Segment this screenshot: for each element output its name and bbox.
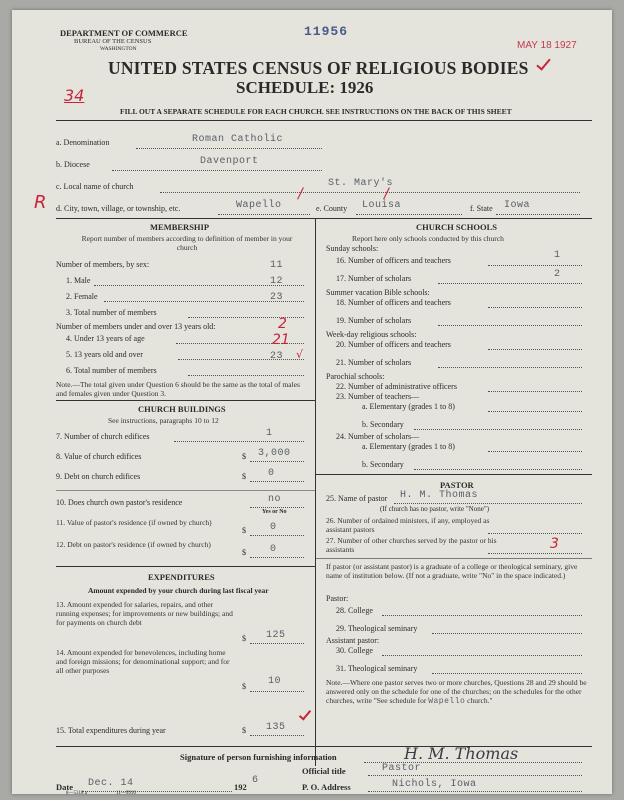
q19-label: 19. Number of scholars	[336, 316, 412, 325]
serial-number: 11956	[304, 24, 349, 39]
members-by-age-label: Number of members under and over 13 years old:	[56, 322, 216, 331]
q7-label: 7. Number of church edifices	[56, 432, 150, 441]
city-label: d. City, town, village, or township, etc.	[56, 204, 181, 213]
q13-value: 125	[266, 630, 286, 641]
form-number: 8—5318 a	[66, 791, 87, 796]
received-date-stamp: MAY 18 1927	[517, 40, 577, 51]
schools-intro: Report here only schools conducted by this church	[352, 234, 504, 243]
po-address-value: Nichols, Iowa	[392, 779, 477, 790]
pastor-subheading: Pastor:	[326, 594, 349, 603]
q18-line	[488, 307, 582, 308]
buildings-rule	[56, 400, 315, 401]
expenditures-title: EXPENDITURES	[148, 572, 215, 582]
po-address-line	[368, 791, 582, 792]
po-address-label: P. O. Address	[302, 782, 351, 792]
q4-label: 4. Under 13 years of age	[66, 334, 145, 343]
q24b-label: b. Secondary	[362, 460, 404, 469]
q30-line	[382, 655, 582, 656]
q11-label: 11. Value of pastor's residence (if owned by church)	[56, 518, 212, 527]
membership-note: Note.—The total given under Question 6 should be the same as the total of males and females given under Question 3.	[56, 380, 300, 398]
q8-label: 8. Value of church edifices	[56, 452, 142, 461]
department-name: DEPARTMENT OF COMMERCE	[60, 28, 188, 38]
diocese-value: Davenport	[200, 156, 259, 167]
denomination-label: a. Denomination	[56, 138, 110, 147]
expenditures-intro: Amount expended by your church during last fiscal year	[88, 586, 269, 595]
q10-value: no	[268, 494, 282, 505]
county-value: Louisa	[362, 200, 402, 211]
signature-label: Signature of person furnishing information	[180, 752, 337, 762]
pastor-title: PASTOR	[440, 480, 474, 490]
q6-line	[188, 375, 304, 376]
membership-title: MEMBERSHIP	[150, 222, 210, 232]
q2-value: 12	[270, 276, 284, 287]
q2-label: 2. Female	[66, 292, 98, 301]
q30-label: 30. College	[336, 646, 373, 655]
q13-dollar: $	[242, 634, 246, 643]
q8-dollar: $	[242, 452, 246, 461]
q25-label: 25. Name of pastor	[326, 494, 388, 503]
q29-label: 29. Theological seminary	[336, 624, 418, 633]
q3-value: 23	[270, 292, 284, 303]
pastor-rule	[315, 474, 592, 475]
q6-value: 23	[270, 351, 284, 362]
date-value: Dec. 14	[88, 778, 134, 789]
q12-label: 12. Debt on pastor's residence (if owned by church)	[56, 540, 211, 549]
q9-dollar: $	[242, 472, 246, 481]
q16-label: 16. Number of officers and teachers	[336, 256, 451, 265]
q24a-label: a. Elementary (grades 1 to 8)	[362, 442, 455, 451]
q28-line	[382, 615, 582, 616]
q12-value: 0	[270, 544, 277, 555]
expenditures-rule	[56, 566, 315, 567]
q24a-line	[488, 451, 582, 452]
date-label: Date	[56, 782, 73, 792]
q11-value: 0	[270, 522, 277, 533]
q23b-label: b. Secondary	[362, 420, 404, 429]
q25-value: H. M. Thomas	[400, 490, 479, 501]
state-value: Iowa	[504, 200, 531, 211]
assistant-pastor-subheading: Assistant pastor:	[326, 636, 380, 645]
q25-line	[394, 503, 582, 504]
q24-label: 24. Number of scholars—	[336, 432, 420, 441]
q1-value: 11	[270, 260, 284, 271]
q12-dollar: $	[242, 548, 246, 557]
q17-line	[438, 283, 582, 284]
q28-label: 28. College	[336, 606, 373, 615]
official-title-value: Pastor	[382, 763, 422, 774]
church-name-label: c. Local name of church	[56, 182, 134, 191]
q5-line	[178, 359, 304, 360]
year-prefix: 192	[234, 782, 247, 792]
q8-value: 3,000	[258, 448, 291, 459]
q7-value: 1	[266, 428, 273, 439]
q31-label: 31. Theological seminary	[336, 664, 418, 673]
q15-check-mark	[299, 707, 311, 720]
state-line	[496, 214, 580, 215]
q23a-label: a. Elementary (grades 1 to 8)	[362, 402, 455, 411]
q9-value: 0	[268, 468, 275, 479]
grad-rule	[315, 558, 592, 559]
city-value: Wapello	[236, 200, 282, 211]
form-subtitle: SCHEDULE: 1926	[236, 78, 374, 97]
q11-dollar: $	[242, 526, 246, 535]
q1-label: 1. Male	[66, 276, 91, 285]
header-rule	[56, 120, 592, 121]
q26-label: 26. Number of ordained ministers, if any, employed as assistant pastors	[326, 516, 490, 534]
q11-line	[250, 535, 304, 536]
q27-value: 3	[550, 536, 559, 552]
q15-dollar: $	[242, 726, 246, 735]
stamp-check-mark	[536, 55, 550, 70]
q24b-line	[414, 469, 582, 470]
q17-label: 17. Number of scholars	[336, 274, 412, 283]
buildings-title: CHURCH BUILDINGS	[138, 404, 226, 414]
q27-label: 27. Number of other churches served by the pastor or his assistants	[326, 536, 497, 554]
sunday-schools-label: Sunday schools:	[326, 244, 379, 253]
membership-intro: Report number of members according to definition of member in your church	[81, 234, 293, 252]
schools-title: CHURCH SCHOOLS	[416, 222, 497, 232]
q31-line	[432, 673, 582, 674]
official-title-line	[368, 775, 582, 776]
pastor-note-text: Note.—Where one pastor serves two or more churches, Questions 28 and 29 should be answered only on the schedule for one of the churches; on the schedules for the other churches, write "See schedule for	[326, 678, 587, 705]
q22-line	[488, 391, 582, 392]
ident-rule	[56, 218, 592, 219]
q25-note: (If church has no pastor, write "None")	[380, 505, 490, 513]
q9-line	[250, 481, 304, 482]
q6-label: 6. Total number of members	[66, 366, 157, 375]
q3-label: 3. Total number of members	[66, 308, 157, 317]
handwritten-city-mark: /	[298, 186, 303, 202]
q19-line	[438, 325, 582, 326]
q4-value: 2	[278, 316, 287, 332]
bureau-city: WASHINGTON	[100, 46, 137, 52]
pastor-note-end: church."	[467, 696, 493, 705]
members-by-sex-label: Number of members, by sex:	[56, 260, 150, 269]
q23-label: 23. Number of teachers—	[336, 392, 420, 401]
q15-value: 135	[266, 722, 286, 733]
state-label: f. State	[470, 204, 493, 213]
handwritten-county-mark: /	[384, 186, 389, 202]
q14-line	[250, 691, 304, 692]
form-number-2: 11—9916	[116, 791, 136, 796]
form-title: UNITED STATES CENSUS OF RELIGIOUS BODIES	[108, 58, 529, 78]
q7-line	[174, 441, 304, 442]
q23a-line	[488, 411, 582, 412]
pastor-note	[326, 678, 588, 706]
pastor-note-value: Wapello	[428, 697, 466, 706]
q26-line	[488, 533, 582, 534]
yes-no-hint: Yes or No	[262, 509, 287, 515]
weekday-schools-label: Week-day religious schools:	[326, 330, 417, 339]
q15-line	[250, 735, 304, 736]
q9-label: 9. Debt on church edifices	[56, 472, 141, 481]
q13-line	[250, 643, 304, 644]
q10-label: 10. Does church own pastor's residence	[56, 498, 183, 507]
q16-value: 1	[554, 250, 561, 261]
q27-line	[488, 553, 582, 554]
summer-schools-label: Summer vacation Bible schools:	[326, 288, 430, 297]
q14-value: 10	[268, 676, 282, 687]
q5-value: 21	[272, 332, 290, 348]
year-digit: 6	[252, 775, 259, 786]
column-divider	[315, 218, 316, 766]
county-line	[356, 214, 462, 215]
q5-label: 5. 13 years old and over	[66, 350, 143, 359]
church-name-value: St. Mary's	[328, 178, 394, 189]
buildings-sub-rule	[56, 490, 315, 491]
q14-dollar: $	[242, 682, 246, 691]
date-line	[82, 791, 232, 792]
church-name-line	[160, 192, 580, 193]
q20-line	[488, 349, 582, 350]
handwritten-letter: R	[34, 192, 47, 213]
official-title-label: Official title	[302, 766, 346, 776]
graduate-instruction: If pastor (or assistant pastor) is a graduate of a college or theological seminary, give name of institution below. (If not a graduate, write "No" in the space indicated.)	[326, 562, 578, 580]
general-instruction: FILL OUT A SEPARATE SCHEDULE FOR EACH CHURCH. SEE INSTRUCTIONS ON THE BACK OF THIS SHEET	[120, 107, 512, 116]
q21-line	[438, 367, 582, 368]
q10-line	[250, 507, 304, 508]
q14-label: 14. Amount expended for benevolences, including home and foreign missions; for denominational support; and for all other purposes	[56, 648, 230, 675]
signature-value: H. M. Thomas	[404, 744, 519, 763]
diocese-line	[112, 170, 322, 171]
q18-label: 18. Number of officers and teachers	[336, 298, 451, 307]
denomination-line	[136, 148, 322, 149]
q8-line	[250, 461, 304, 462]
q12-line	[250, 557, 304, 558]
parochial-schools-label: Parochial schools:	[326, 372, 385, 381]
q13-label: 13. Amount expended for salaries, repairs, and other running expenses; for improvements or new buildings; and for payments on church debt	[56, 600, 233, 627]
city-line	[218, 214, 310, 215]
q17-value: 2	[554, 269, 561, 280]
q21-label: 21. Number of scholars	[336, 358, 412, 367]
buildings-intro: See instructions, paragraphs 10 to 12	[108, 416, 219, 425]
county-label: e. County	[316, 204, 348, 213]
q20-label: 20. Number of officers and teachers	[336, 340, 451, 349]
q6-check: √	[296, 348, 304, 361]
q23b-line	[414, 429, 582, 430]
census-schedule-sheet	[12, 10, 612, 794]
q16-line	[488, 265, 582, 266]
q29-line	[432, 633, 582, 634]
q22-label: 22. Number of administrative officers	[336, 382, 457, 391]
bureau-name: BUREAU OF THE CENSUS	[74, 38, 152, 45]
handwritten-number: 34	[64, 86, 85, 105]
denomination-value: Roman Catholic	[192, 134, 284, 145]
diocese-label: b. Diocese	[56, 160, 90, 169]
q15-label: 15. Total expenditures during year	[56, 726, 166, 735]
